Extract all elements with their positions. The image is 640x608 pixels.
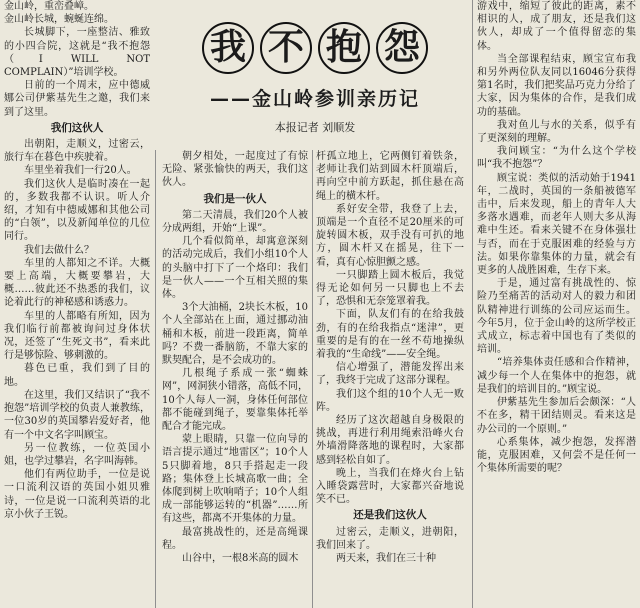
paragraph: 山谷中，一根8米高的圆木: [182, 553, 299, 565]
paragraph: 车里的人都略有所知，因为我们临行前都被询问过身体状况，还签了“生死文书”，看来此行是够惊险、够刺激的。: [4, 310, 150, 362]
paragraph: 长城脚下，一座整洁、雅致的小四合院，这就是“我不抱怨（I WILL NOT COMPLAIN）”培训学校。: [4, 27, 150, 79]
subtitle: ——金山岭参训亲历记: [209, 88, 420, 110]
paragraph: 出朝阳，走顺义，过密云，旅行车在暮色中疾驶着。: [4, 139, 150, 164]
headline-char: 抱: [318, 22, 370, 74]
paragraph: 系好安全带，我登了上去，顶端是一个直径不足20厘米的可旋转圆木板，双手没有可扒的地方，圆木杆又在摇晃，往下一看，真有心惊胆颤之感。: [316, 203, 464, 268]
paragraph: 伊紫基先生参加后会颇深：“人不在多，精干团结则灵。看来这是办公司的一个原则。”: [477, 397, 636, 435]
paragraph: 朝夕相处，一起度过了有惊无险、紧张愉快的两天，我们这伙人。: [162, 151, 308, 189]
paragraph: 经历了这次超越自身极限的挑战，再进行利用绳索沿峰火台外墙滑降落地的课程时，大家都感到轻松自如了。: [316, 415, 464, 466]
headline-block: [150, 22, 480, 134]
paragraph: 他们有两位助手，一位是说一口流利汉语的英国小姐贝雅诗，一位是说一口流利英语的北京小伙子王锐。: [4, 469, 150, 520]
paragraph: 我对鱼儿与水的关系，似乎有了更深刻的理解。: [477, 119, 636, 145]
section-heading: 我们这伙人: [50, 121, 104, 134]
paragraph: 一只脚踏上圆木板后，我觉得无论如何另一只脚也上不去了，恐惧和无奈笼罩着我。: [316, 269, 464, 308]
paragraph: 几根绳子系成一张“蜘蛛网”，网洞狭小错落，高低不同，10个人每人一洞，身体任何部位都不能碰到绳子，要靠集体托举配合才能完成。: [162, 368, 308, 433]
byline: 本报记者 刘顺发: [274, 121, 356, 134]
paragraph: 几个看似简单，却寓意深刻的活动完成后，我们小组10个人的头脑中打下了一个烙印：我们是一伙人——一个互相关照的集体。: [162, 236, 308, 301]
paragraph: 我们去做什么？: [24, 244, 94, 256]
headline-char: 不: [260, 22, 312, 74]
paragraph: 下面，队友们有的在给我鼓劲，有的在给我指点“迷津”，更重要的是有的在一丝不苟地操纵着我的“生命线”——安全绳。: [316, 309, 464, 361]
paragraph: 晚上，当我们在烽火台上钻入睡袋露营时，大家都兴奋地说笑不已。: [316, 467, 464, 506]
article-column-4: [477, 0, 636, 608]
paragraph: 信心增强了，潜能发挥出来了，我终于完成了这部分课程。: [316, 362, 464, 387]
paragraph: 第二天清晨，我们20个人被分成两组，开始“上课”。: [162, 209, 308, 235]
paragraph: 游戏中，缩短了彼此的距离，素不相识的人，成了朋友，还是我们这伙人，却成了一个值得留恋的集体。: [477, 1, 636, 52]
paragraph: 3个大油桶，2块长木板，10个人全部站在上面，通过挪动油桶和木板，前进一段距离，简单吗？不费一番脑筋，不靠大家的默契配合，是不会成功的。: [162, 302, 308, 367]
paragraph: 蒙上眼睛，只靠一位向导的语言提示通过“地雷区”；10个人5只脚着地，8只手搭起走一段路；集体登上长城高歌一曲；全体爬到树上吹响哨子；10个人组成一部能够运转的“机器”……所有这些，都离不开集体的力量。: [162, 434, 308, 525]
headline-char: 我: [202, 22, 254, 74]
column-divider: [312, 150, 313, 608]
paragraph: 最富挑战性的，还是高绳课程。: [162, 526, 308, 551]
paragraph: 我们这伙人是临时凑在一起的，多数我都不认识。听人介绍，才知有中德威娜和其他公司的“白领”，以及新闻单位的几位同行。: [4, 178, 150, 243]
paragraph: 我问顾宝：“为什么这个学校叫“我不抱怨”？: [477, 146, 636, 171]
column-divider: [155, 150, 156, 608]
paragraph: 金山岭长城，蜿蜒连绵。: [4, 14, 114, 26]
column-divider: [472, 0, 473, 608]
article-column-1: [4, 0, 150, 608]
section-heading: 我们是一伙人: [203, 192, 267, 205]
paragraph: 顾宝说：类似的活动始于1941年，二战时，英国的一条船被德军击中，后来发现，船上的青年人大多落水遇难，而老年人则大多从海难中生还。看来关键不在身体强壮与否，而在于克服困难的经验与方法。如果你靠集体的力量，就会有更多的人战胜困难，生存下来。: [477, 172, 636, 277]
article-column-2: [162, 150, 308, 608]
paragraph: 于是，通过富有挑战性的、惊险乃至痛苦的活动对人的毅力和团队精神进行训练的公司应运而生。今年5月，位于金山岭的这所学校正式成立，标志着中国也有了类似的培训。: [477, 278, 636, 356]
paragraph: 在这里，我们又结识了“我不抱怨”培训学校的负责人兼教练，一位30岁的英国攀岩爱好者，他有一个中文名字叫顾宝。: [4, 389, 150, 441]
paragraph: 两天来，我们在三十种: [336, 553, 436, 565]
paragraph: 过密云，走顺义，进朝阳，我们回来了。: [316, 526, 464, 551]
article-column-3: [316, 150, 464, 608]
paragraph: 日前的一个周末，应中德威娜公司伊紫基先生之邀，我们来到了这里。: [4, 80, 150, 118]
section-heading: 还是我们这伙人: [353, 509, 427, 522]
paragraph: 车里坐着我们一行20人。: [24, 165, 137, 177]
paragraph: 心系集体，减少抱怨，发挥潜能，克服困难，又何尝不是任何一个集体所需要的呢？: [477, 436, 636, 475]
paragraph: 金山岭，重峦叠嶂。: [4, 1, 94, 12]
paragraph: “培养集体责任感和合作精神，减少每一个人在集体中的抱怨，就是我们的培训目的。”顾宝说。: [477, 357, 636, 395]
paragraph: 杆孤立地上，它两侧钉着铁条，老师让我们站到圆木杆顶端后，再向空中前方跃起，抓住悬在高绳上的横木杆。: [316, 151, 464, 202]
paragraph: 我们这个组的10个人无一败阵。: [316, 388, 464, 413]
paragraph: 另一位教练，一位英国小姐，也学过攀岩，名字叫海韩。: [4, 442, 150, 467]
headline-char: 怨: [376, 22, 428, 74]
headline: [150, 22, 480, 74]
paragraph: 当全部课程结束，顾宝宣布我和另外两位队友同以16046分获得第1名时，我们把奖品巧克力分给了大家，因为集体的合作，是我们成功的基础。: [477, 53, 636, 118]
paragraph: 暮色已重，我们到了目的地。: [4, 363, 150, 388]
paragraph: 车里的人都知之不详。大概要上高端，大概要攀岩，大概……彼此还不热悉的我们，议论着此行的神秘感和诱惑力。: [4, 257, 150, 309]
